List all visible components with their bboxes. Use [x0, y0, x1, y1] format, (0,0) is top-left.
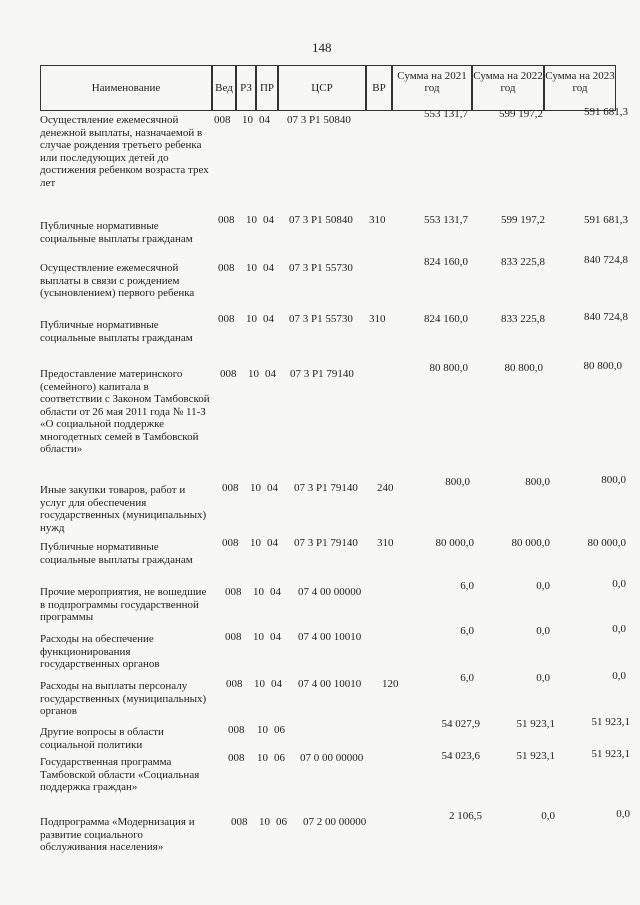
row-ved: 008	[222, 482, 239, 494]
row-sum-2023: 0,0	[612, 670, 626, 682]
header-ved: Вед	[212, 65, 236, 111]
row-rz: 10	[250, 537, 261, 549]
row-ved: 008	[225, 631, 242, 643]
header-name: Наименование	[40, 65, 212, 111]
row-pr: 04	[267, 537, 278, 549]
row-sum-2022: 833 225,8	[501, 256, 545, 268]
header-rz: РЗ	[236, 65, 256, 111]
row-ved: 008	[225, 586, 242, 598]
row-pr: 04	[259, 114, 270, 126]
row-sum-2023: 840 724,8	[584, 254, 628, 266]
row-csr: 07 4 00 00000	[298, 586, 362, 598]
row-csr: 07 3 P1 79140	[294, 482, 358, 494]
row-pr: 04	[270, 631, 281, 643]
row-ved: 008	[231, 816, 248, 828]
row-sum-2021: 824 160,0	[424, 313, 468, 325]
row-rz: 10	[254, 678, 265, 690]
row-sum-2021: 824 160,0	[424, 256, 468, 268]
row-name: Расходы на выплаты персоналу государственных (муниципальных) органов	[40, 680, 207, 717]
row-sum-2022: 833 225,8	[501, 313, 545, 325]
row-sum-2021: 800,0	[445, 476, 470, 488]
row-sum-2023: 0,0	[612, 623, 626, 635]
row-pr: 04	[263, 313, 274, 325]
row-rz: 10	[246, 313, 257, 325]
row-name: Другие вопросы в области социальной политики	[40, 726, 164, 751]
row-sum-2023: 51 923,1	[591, 748, 630, 760]
row-rz: 10	[242, 114, 253, 126]
row-sum-2021: 2 106,5	[449, 810, 482, 822]
row-vr: 310	[369, 313, 386, 325]
row-ved: 008	[218, 313, 235, 325]
row-ved: 008	[218, 214, 235, 226]
row-name: Государственная программа Тамбовской области «Социальная поддержка граждан»	[40, 756, 200, 793]
row-sum-2022: 80 800,0	[504, 362, 543, 374]
row-vr: 310	[377, 537, 394, 549]
row-ved: 008	[228, 724, 245, 736]
row-csr: 07 2 00 00000	[303, 816, 367, 828]
row-sum-2022: 0,0	[541, 810, 555, 822]
row-sum-2021: 553 131,7	[424, 108, 468, 120]
header-vr: ВР	[366, 65, 392, 111]
row-name: Публичные нормативные социальные выплаты гражданам	[40, 319, 193, 344]
row-rz: 10	[246, 214, 257, 226]
row-sum-2021: 6,0	[460, 625, 474, 637]
row-sum-2023: 591 681,3	[584, 106, 628, 118]
row-name: Предоставление материнского (семейного) капитала в соответствии с Законом Тамбовской области от 26 мая 2011 года № 11-З «О социальной поддержке многодетных семей в Тамбовской области»	[40, 368, 210, 455]
row-rz: 10	[259, 816, 270, 828]
row-ved: 008	[218, 262, 235, 274]
row-sum-2022: 51 923,1	[516, 750, 555, 762]
header-sum-2023: Сумма на 2023 год	[544, 65, 616, 111]
row-sum-2023: 80 800,0	[583, 360, 622, 372]
row-rz: 10	[257, 752, 268, 764]
row-rz: 10	[253, 586, 264, 598]
header-sum-2021: Сумма на 2021 год	[392, 65, 472, 111]
row-pr: 04	[267, 482, 278, 494]
row-csr: 07 3 P1 55730	[289, 313, 353, 325]
row-ved: 008	[228, 752, 245, 764]
row-rz: 10	[257, 724, 268, 736]
row-csr: 07 3 P1 50840	[289, 214, 353, 226]
row-sum-2023: 80 000,0	[587, 537, 626, 549]
row-pr: 06	[276, 816, 287, 828]
row-rz: 10	[246, 262, 257, 274]
header-pr: ПР	[256, 65, 278, 111]
row-name: Иные закупки товаров, работ и услуг для обеспечения государственных (муниципальных) нужд	[40, 484, 207, 534]
row-name: Осуществление ежемесячной денежной выплаты, назначаемой в случае рождения третьего ребенка или последующих детей до достижения ребенком возраста трех лет	[40, 114, 209, 189]
row-vr: 240	[377, 482, 394, 494]
page-number: 148	[312, 40, 332, 55]
row-pr: 04	[263, 214, 274, 226]
row-sum-2023: 591 681,3	[584, 214, 628, 226]
row-name: Подпрограмма «Модернизация и развитие социального обслуживания населения»	[40, 816, 195, 853]
row-name: Публичные нормативные социальные выплаты гражданам	[40, 220, 193, 245]
row-sum-2023: 0,0	[616, 808, 630, 820]
row-sum-2022: 599 197,2	[501, 214, 545, 226]
row-sum-2021: 54 023,6	[441, 750, 480, 762]
row-pr: 04	[270, 586, 281, 598]
row-csr: 07 0 00 00000	[300, 752, 364, 764]
row-rz: 10	[248, 368, 259, 380]
row-rz: 10	[250, 482, 261, 494]
row-sum-2021: 80 000,0	[435, 537, 474, 549]
row-sum-2021: 6,0	[460, 580, 474, 592]
row-vr: 120	[382, 678, 399, 690]
row-sum-2021: 54 027,9	[441, 718, 480, 730]
row-sum-2023: 51 923,1	[591, 716, 630, 728]
row-csr: 07 3 P1 79140	[290, 368, 354, 380]
row-sum-2021: 80 800,0	[429, 362, 468, 374]
row-ved: 008	[214, 114, 231, 126]
row-pr: 04	[265, 368, 276, 380]
row-sum-2021: 553 131,7	[424, 214, 468, 226]
row-ved: 008	[222, 537, 239, 549]
row-pr: 04	[263, 262, 274, 274]
row-csr: 07 3 P1 50840	[287, 114, 351, 126]
row-ved: 008	[220, 368, 237, 380]
row-name: Расходы на обеспечение функционирования государственных органов	[40, 633, 160, 670]
header-csr: ЦСР	[278, 65, 366, 111]
row-csr: 07 3 P1 79140	[294, 537, 358, 549]
row-sum-2022: 599 197,2	[499, 108, 543, 120]
row-vr: 310	[369, 214, 386, 226]
row-sum-2023: 840 724,8	[584, 311, 628, 323]
row-sum-2022: 0,0	[536, 625, 550, 637]
row-csr: 07 4 00 10010	[298, 678, 362, 690]
row-sum-2023: 0,0	[612, 578, 626, 590]
row-csr: 07 4 00 10010	[298, 631, 362, 643]
row-sum-2022: 800,0	[525, 476, 550, 488]
row-pr: 06	[274, 752, 285, 764]
row-name: Публичные нормативные социальные выплаты гражданам	[40, 541, 193, 566]
row-sum-2023: 800,0	[601, 474, 626, 486]
row-name: Осуществление ежемесячной выплаты в связи с рождением (усыновлением) первого ребенка	[40, 262, 195, 299]
row-pr: 04	[271, 678, 282, 690]
row-sum-2022: 80 000,0	[511, 537, 550, 549]
row-ved: 008	[226, 678, 243, 690]
row-sum-2022: 0,0	[536, 580, 550, 592]
row-sum-2021: 6,0	[460, 672, 474, 684]
row-rz: 10	[253, 631, 264, 643]
row-pr: 06	[274, 724, 285, 736]
row-name: Прочие мероприятия, не вошедшие в подпрограммы государственной программы	[40, 586, 207, 623]
row-sum-2022: 0,0	[536, 672, 550, 684]
row-csr: 07 3 P1 55730	[289, 262, 353, 274]
header-sum-2022: Сумма на 2022 год	[472, 65, 544, 111]
row-sum-2022: 51 923,1	[516, 718, 555, 730]
